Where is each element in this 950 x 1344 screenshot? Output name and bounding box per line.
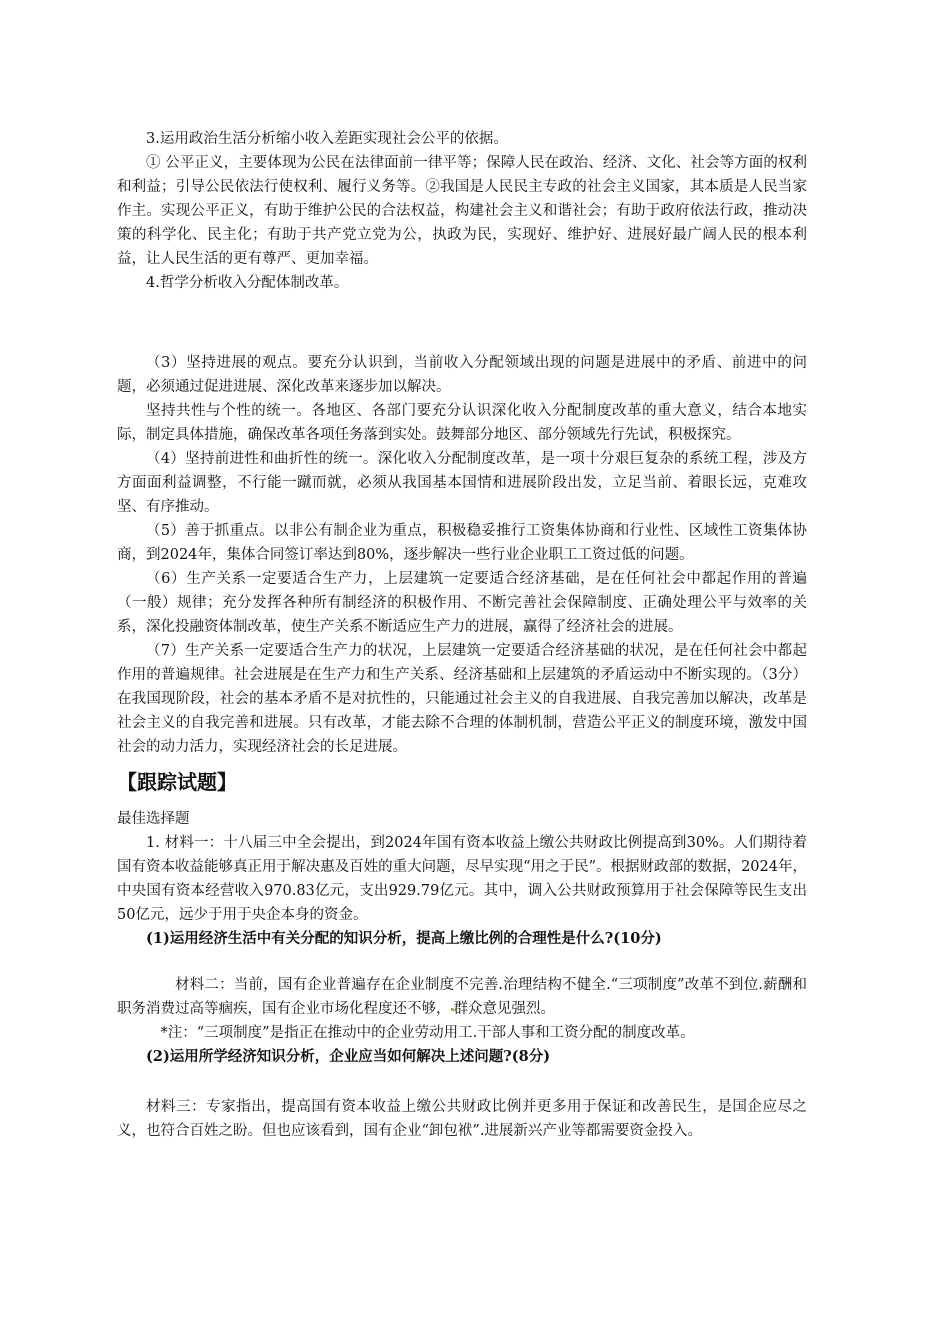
tracking-questions-heading: 【跟踪试题】	[117, 770, 237, 794]
paragraph-point-3: （3）坚持进展的观点。要充分认识到，当前收入分配领域出现的问题是进展中的矛盾、前进中的问题，必须通过促进进展、深化改革来逐步加以解决。	[117, 355, 807, 395]
paragraph-point-4: （4）坚持前进性和曲折性的统一。深化收入分配制度改革，是一项十分艰巨复杂的系统工程，涉及方方面面利益调整，不行能一蹴而就，必须从我国基本国情和进展阶段出发，立足当前、着眼长远，克难攻坚、有序推动。	[117, 451, 807, 515]
question-1-note: *注：“三项制度”是指正在推动中的企业劳动用工.干部人事和工资分配的制度改革。	[160, 1025, 695, 1041]
best-choice-subheading: 最佳选择题	[117, 811, 190, 827]
paragraph-fairness: ① 公平正义，主要体现为公民在法律面前一律平等；保障人民在政治、经济、文化、社会等方面的权利和利益；引导公民依法行使权利、履行义务等。②我国是人民民主专政的社会主义国家，其本质是人民当家作主。实现公平正义，有助于维护公民的合法权益，构建社会主义和谐社会；有助于政府依法行政，推动决策的科学化、民主化；有助于共产党立党为公，执政为民，实现好、维护好、进展好最广阔人民的根本利益，让人民生活的更有尊严、更加幸福。	[117, 155, 807, 267]
question-1-part-1: (1)运用经济生活中有关分配的知识分析，提高上缴比例的合理性是什么?(10分)	[146, 930, 662, 947]
material-2-text-a: 材料二：当前，国有企业普遍存在企业制度不完善.治理结构不健全.“三项制度”改革不到位.薪酬和职务消费过高等痼疾，国有企业市场化程度还不够，	[117, 977, 807, 1017]
material-2-text-b: 群众意见强烈。	[453, 1001, 555, 1017]
section-title-3: 3.运用政治生活分析缩小收入差距实现社会公平的依据。	[146, 131, 508, 147]
paragraph-point-5: （5）善于抓重点。以非公有制企业为重点，积极稳妥推行工资集体协商和行业性、区域性工资集体协商，到2024年，集体合同签订率达到80%，逐步解决一些行业企业职工工资过低的问题。	[117, 523, 807, 563]
question-1-material-3: 材料三：专家指出，提高国有资本收益上缴公共财政比例并更多用于保证和改善民生，是国企应尽之义，也符合百姓之盼。但也应该看到，国有企业“卸包袱”.进展新兴产业等都需要资金投入。	[117, 1099, 807, 1139]
question-1-material-1: 1. 材料一：十八届三中全会提出，到2024年国有资本收益上缴公共财政比例提高到30%。人们期待着国有资本收益能够真正用于解决惠及百姓的重大问题，尽早实现“用之于民”。根据财政部的数据，2024年，中央国有资本经营收入970.83亿元，支出929.79亿元。其中，调入公共财政预算用于社会保障等民生支出50亿元，远少于用于央企本身的资金。	[117, 835, 807, 923]
paragraph-commonality: 坚持共性与个性的统一。各地区、各部门要充分认识深化收入分配制度改革的重大意义，结合本地实际，制定具体措施，确保改革各项任务落到实处。鼓舞部分地区、部分领域先行先试，积极探究。	[117, 403, 807, 443]
question-1-material-2	[117, 973, 807, 1021]
question-1-part-2: (2)运用所学经济知识分析，企业应当如何解决上述问题?(8分)	[146, 1048, 551, 1065]
paragraph-point-6: （6）生产关系一定要适合生产力，上层建筑一定要适合经济基础，是在任何社会中都起作用的普遍（一般）规律；充分发挥各种所有制经济的积极作用、不断完善社会保障制度、正确处理公平与效率的关系，深化投融资体制改革，使生产关系不断适应生产力的进展，赢得了经济社会的进展。	[117, 571, 807, 635]
document-body	[117, 127, 807, 1143]
section-title-4: 4.哲学分析收入分配体制改革。	[146, 275, 349, 291]
paragraph-point-7: （7）生产关系一定要适合生产力的状况，上层建筑一定要适合经济基础的状况，是在任何社会中都起作用的普遍规律。社会进展是在生产力和生产关系、经济基础和上层建筑的矛盾运动中不断实现的。（3分）在我国现阶段，社会的基本矛盾不是对抗性的，只能通过社会主义的自我进展、自我完善加以解决，改革是社会主义的自我完善和进展。只有改革，才能去除不合理的体制机制，营造公平正义的制度环境，激发中国社会的动力活力，实现经济社会的长足进展。	[117, 643, 807, 755]
